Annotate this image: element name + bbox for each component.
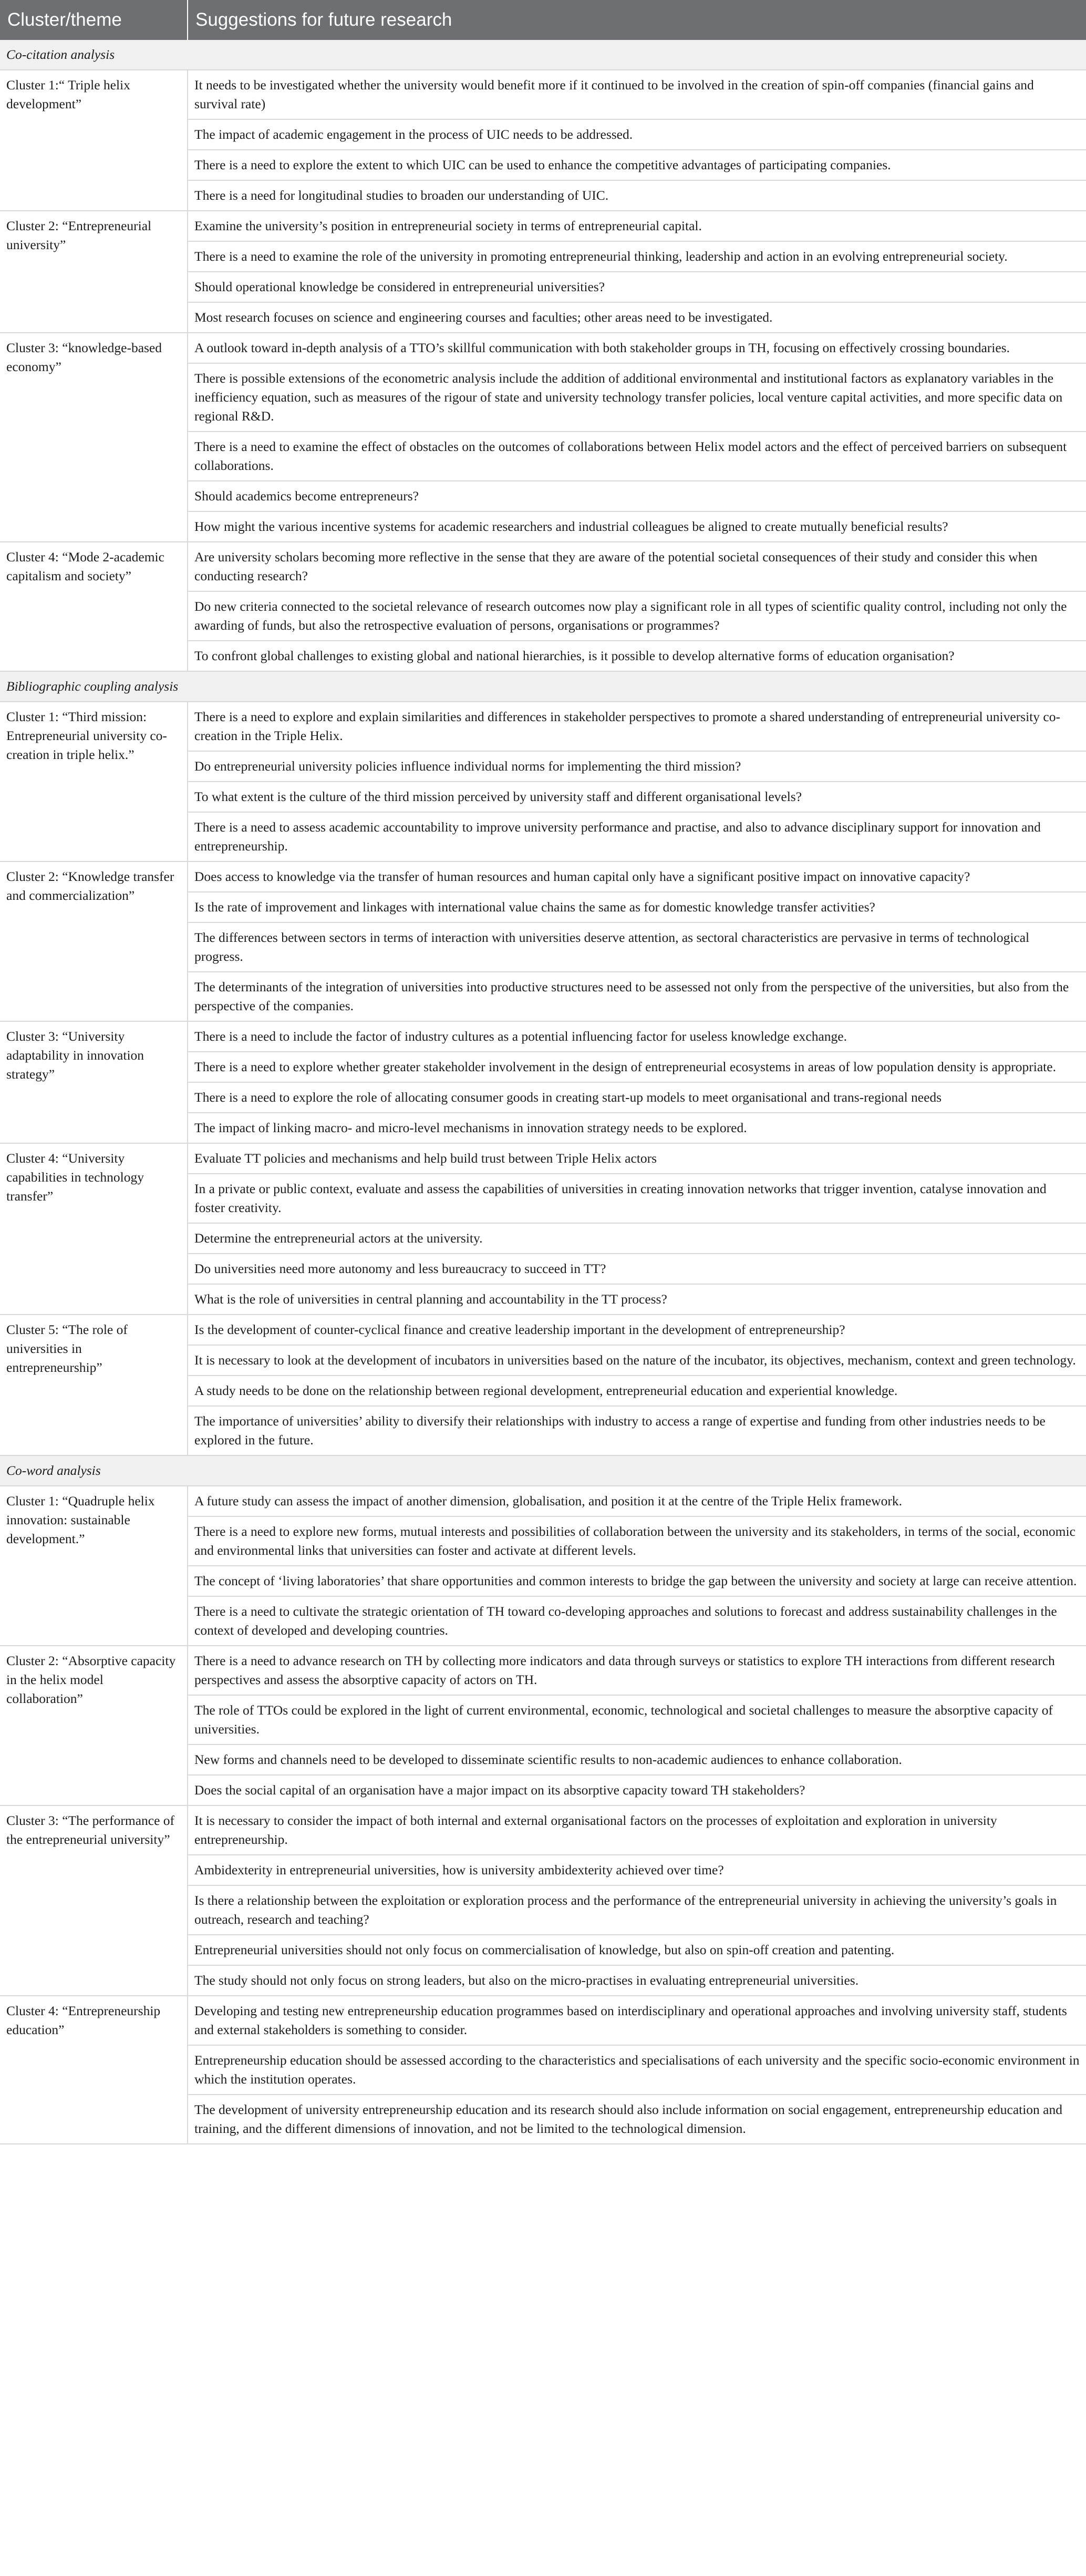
cluster-theme-cell: Cluster 4: “Entrepreneurship education”	[0, 1996, 188, 2144]
suggestion-cell: There is a need to explore the role of allocating consumer goods in creating start-up models to meet organisational and trans-regional needs	[188, 1082, 1086, 1113]
cluster-theme-cell: Cluster 2: “Absorptive capacity in the helix model collaboration”	[0, 1646, 188, 1805]
suggestion-cell: Is there a relationship between the exploitation or exploration process and the performance of the entrepreneurial university in achieving the university’s goals in outreach, research and teaching?	[188, 1885, 1086, 1935]
suggestion-cell: What is the role of universities in central planning and accountability in the TT process?	[188, 1284, 1086, 1315]
suggestion-cell: To what extent is the culture of the third mission perceived by university staff and different organisational levels?	[188, 782, 1086, 812]
cluster-theme-cell: Cluster 1: “Third mission: Entrepreneurial university co-creation in triple helix.”	[0, 702, 188, 861]
suggestion-cell: Determine the entrepreneurial actors at the university.	[188, 1223, 1086, 1254]
table-row	[0, 333, 1086, 363]
suggestion-cell: It is necessary to look at the development of incubators in universities based on the nature of the incubator, its objectives, mechanism, context and green technology.	[188, 1345, 1086, 1376]
suggestion-cell: Entrepreneurship education should be assessed according to the characteristics and specialisations of each university and the specific socio-economic environment in which the institution operates.	[188, 2045, 1086, 2095]
suggestion-cell: Ambidexterity in entrepreneurial universities, how is university ambidexterity achieved over time?	[188, 1855, 1086, 1885]
header-suggestions: Suggestions for future research	[188, 0, 1086, 40]
cluster-theme-cell: Cluster 5: “The role of universities in entrepreneurship”	[0, 1315, 188, 1455]
suggestion-cell: Is the development of counter-cyclical finance and creative leadership important in the development of entrepreneurship?	[188, 1315, 1086, 1345]
suggestion-cell: Most research focuses on science and engineering courses and faculties; other areas need to be investigated.	[188, 302, 1086, 333]
section-title: Co-word analysis	[0, 1455, 1086, 1486]
suggestion-cell: Should operational knowledge be considered in entrepreneurial universities?	[188, 272, 1086, 302]
suggestion-cell: A outlook toward in-depth analysis of a TTO’s skillful communication with both stakeholder groups in TH, focusing on effectively crossing boundaries.	[188, 333, 1086, 363]
suggestion-cell: The differences between sectors in terms of interaction with universities deserve attention, as sectoral characteristics are pervasive in terms of technological progress.	[188, 922, 1086, 972]
suggestion-cell: There is possible extensions of the econometric analysis include the addition of additional environmental and institutional factors as explanatory variables in the inefficiency equation, such as measures of the rigour of state and university technology transfer policies, local venture capital activities, and more specific data on regional R&D.	[188, 363, 1086, 432]
cluster-theme-cell: Cluster 4: “Mode 2-academic capitalism and society”	[0, 542, 188, 671]
table-row	[0, 1143, 1086, 1174]
suggestion-cell: There is a need for longitudinal studies to broaden our understanding of UIC.	[188, 180, 1086, 211]
table-header-row	[0, 0, 1086, 40]
suggestion-cell: There is a need to cultivate the strategic orientation of TH toward co-developing approaches and solutions to forecast and address sustainability challenges in the context of developed and developing countries.	[188, 1596, 1086, 1646]
suggestion-cell: A study needs to be done on the relationship between regional development, entrepreneurial education and experiential knowledge.	[188, 1376, 1086, 1406]
header-cluster-theme: Cluster/theme	[0, 0, 188, 40]
suggestion-cell: It needs to be investigated whether the university would benefit more if it continued to be involved in the creation of spin-off companies (financial gains and survival rate)	[188, 70, 1086, 119]
table-body	[0, 40, 1086, 2144]
suggestion-cell: There is a need to explore the extent to which UIC can be used to enhance the competitive advantages of participating companies.	[188, 150, 1086, 180]
section-row	[0, 40, 1086, 70]
suggestion-cell: Do entrepreneurial university policies influence individual norms for implementing the third mission?	[188, 751, 1086, 782]
suggestion-cell: The role of TTOs could be explored in the light of current environmental, economic, technological and societal challenges to measure the absorptive capacity of universities.	[188, 1695, 1086, 1744]
table-row	[0, 70, 1086, 119]
cluster-theme-cell: Cluster 3: “The performance of the entrepreneurial university”	[0, 1805, 188, 1996]
suggestion-cell: Evaluate TT policies and mechanisms and help build trust between Triple Helix actors	[188, 1143, 1086, 1174]
suggestion-cell: Does access to knowledge via the transfer of human resources and human capital only have a significant positive impact on innovative capacity?	[188, 861, 1086, 892]
suggestion-cell: Examine the university’s position in entrepreneurial society in terms of entrepreneurial capital.	[188, 211, 1086, 241]
suggestion-cell: New forms and channels need to be developed to disseminate scientific results to non-academic audiences to enhance collaboration.	[188, 1744, 1086, 1775]
section-row	[0, 1455, 1086, 1486]
table-row	[0, 211, 1086, 241]
suggestion-cell: The concept of ‘living laboratories’ that share opportunities and common interests to bridge the gap between the university and society at large can receive attention.	[188, 1566, 1086, 1596]
suggestion-cell: Should academics become entrepreneurs?	[188, 481, 1086, 511]
cluster-theme-cell: Cluster 2: “Knowledge transfer and commercialization”	[0, 861, 188, 1021]
suggestion-cell: The determinants of the integration of universities into productive structures need to be assessed not only from the perspective of the universities, but also from the perspective of the companies.	[188, 972, 1086, 1021]
suggestion-cell: There is a need to explore and explain similarities and differences in stakeholder perspectives to promote a shared understanding of entrepreneurial university co-creation in the Triple Helix.	[188, 702, 1086, 751]
section-title: Co-citation analysis	[0, 40, 1086, 70]
cluster-theme-cell: Cluster 3: “University adaptability in innovation strategy”	[0, 1021, 188, 1143]
table-row	[0, 1996, 1086, 2045]
suggestion-cell: The impact of academic engagement in the process of UIC needs to be addressed.	[188, 119, 1086, 150]
suggestion-cell: The impact of linking macro- and micro-level mechanisms in innovation strategy needs to be explored.	[188, 1113, 1086, 1143]
section-title: Bibliographic coupling analysis	[0, 671, 1086, 702]
suggestion-cell: It is necessary to consider the impact of both internal and external organisational factors on the processes of exploitation and exploration in university entrepreneurship.	[188, 1805, 1086, 1855]
table-row	[0, 542, 1086, 591]
suggestion-cell: Is the rate of improvement and linkages with international value chains the same as for domestic knowledge transfer activities?	[188, 892, 1086, 922]
suggestion-cell: Do universities need more autonomy and less bureaucracy to succeed in TT?	[188, 1254, 1086, 1284]
table-row	[0, 1805, 1086, 1855]
suggestion-cell: Entrepreneurial universities should not only focus on commercialisation of knowledge, but also on spin-off creation and patenting.	[188, 1935, 1086, 1965]
suggestion-cell: Developing and testing new entrepreneurship education programmes based on interdisciplinary and operational approaches and involving university staff, students and external stakeholders is something to consider.	[188, 1996, 1086, 2045]
suggestion-cell: There is a need to assess academic accountability to improve university performance and practise, and also to advance disciplinary support for innovation and entrepreneurship.	[188, 812, 1086, 861]
suggestion-cell: There is a need to explore new forms, mutual interests and possibilities of collaboration between the university and its stakeholders, in terms of the social, economic and environmental links that universities can foster and activate at different levels.	[188, 1516, 1086, 1566]
table-row	[0, 1486, 1086, 1516]
table-row	[0, 1315, 1086, 1345]
cluster-theme-cell: Cluster 3: “knowledge-based economy”	[0, 333, 188, 542]
suggestion-cell: The development of university entrepreneurship education and its research should also include information on social engagement, entrepreneurship education and training, and the different dimensions of innovation, and not be limited to the technological dimension.	[188, 2095, 1086, 2144]
suggestion-cell: To confront global challenges to existing global and national hierarchies, is it possible to develop alternative forms of education organisation?	[188, 641, 1086, 671]
suggestion-cell: There is a need to examine the effect of obstacles on the outcomes of collaborations between Helix model actors and the effect of perceived barriers on subsequent collaborations.	[188, 432, 1086, 481]
suggestion-cell: Do new criteria connected to the societal relevance of research outcomes now play a significant role in all types of scientific quality control, including not only the awarding of funds, but also the retrospective evaluation of persons, organisations or programmes?	[188, 591, 1086, 641]
section-row	[0, 671, 1086, 702]
suggestion-cell: There is a need to examine the role of the university in promoting entrepreneurial thinking, leadership and action in an evolving entrepreneurial society.	[188, 241, 1086, 272]
suggestion-cell: There is a need to include the factor of industry cultures as a potential influencing factor for useless knowledge exchange.	[188, 1021, 1086, 1052]
suggestion-cell: Are university scholars becoming more reflective in the sense that they are aware of the potential societal consequences of their study and consider this when conducting research?	[188, 542, 1086, 591]
cluster-theme-cell: Cluster 2: “Entrepreneurial university”	[0, 211, 188, 333]
suggestion-cell: How might the various incentive systems for academic researchers and industrial colleagues be aligned to create mutually beneficial results?	[188, 511, 1086, 542]
suggestion-cell: There is a need to advance research on TH by collecting more indicators and data through surveys or statistics to explore TH interactions from different research perspectives and assess the absorptive capacity of actors on TH.	[188, 1646, 1086, 1695]
suggestion-cell: Does the social capital of an organisation have a major impact on its absorptive capacity toward TH stakeholders?	[188, 1775, 1086, 1805]
table-row	[0, 1021, 1086, 1052]
suggestion-cell: There is a need to explore whether greater stakeholder involvement in the design of entrepreneurial ecosystems in areas of low population density is appropriate.	[188, 1052, 1086, 1082]
table-row	[0, 1646, 1086, 1695]
cluster-theme-cell: Cluster 1:“ Triple helix development”	[0, 70, 188, 211]
table-row	[0, 861, 1086, 892]
suggestion-cell: The study should not only focus on strong leaders, but also on the micro-practises in evaluating entrepreneurial universities.	[188, 1965, 1086, 1996]
suggestion-cell: The importance of universities’ ability to diversify their relationships with industry to access a range of expertise and funding from other industries needs to be explored in the future.	[188, 1406, 1086, 1455]
table-row	[0, 702, 1086, 751]
cluster-theme-cell: Cluster 4: “University capabilities in technology transfer”	[0, 1143, 188, 1315]
suggestion-cell: In a private or public context, evaluate and assess the capabilities of universities in creating innovation networks that trigger invention, catalyse innovation and foster creativity.	[188, 1174, 1086, 1223]
suggestion-cell: A future study can assess the impact of another dimension, globalisation, and position it at the centre of the Triple Helix framework.	[188, 1486, 1086, 1516]
cluster-theme-cell: Cluster 1: “Quadruple helix innovation: sustainable development.”	[0, 1486, 188, 1646]
